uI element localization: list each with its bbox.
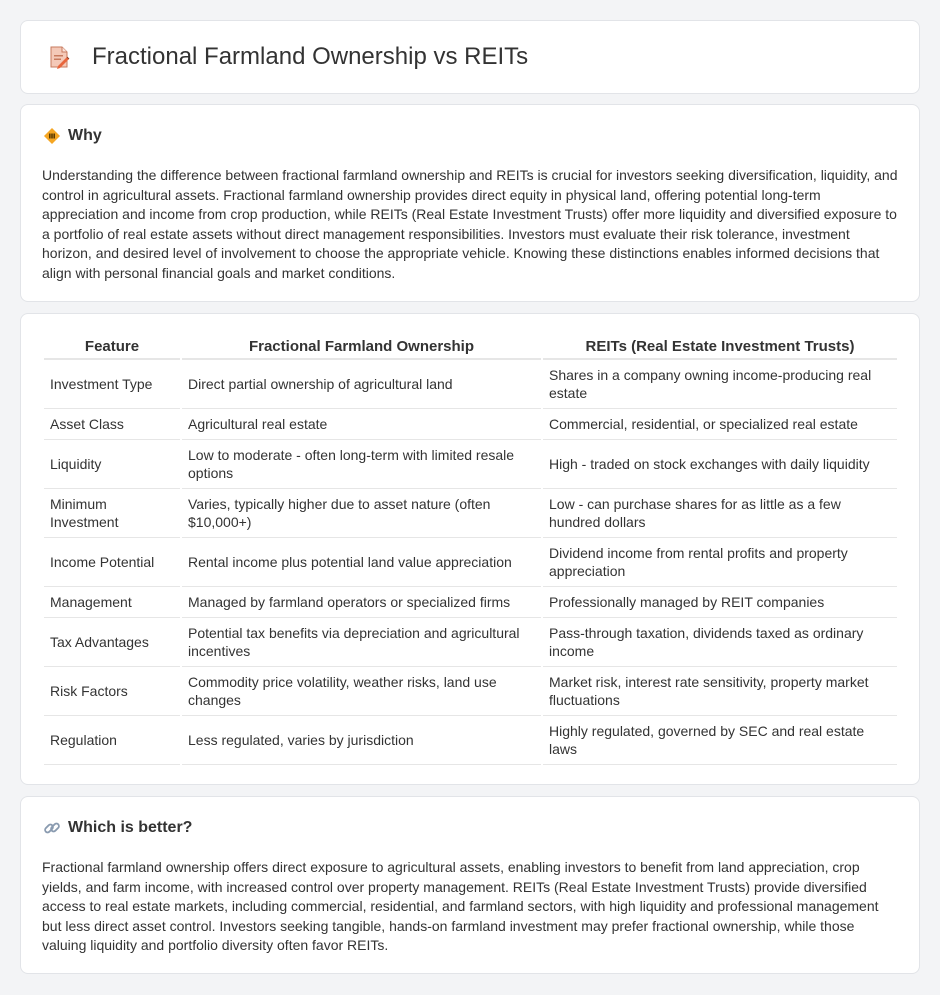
row-feature: Asset Class xyxy=(44,409,180,440)
row-reits: Low - can purchase shares for as little as a few hundred dollars xyxy=(543,489,897,538)
title-card xyxy=(20,20,920,94)
which-better-card xyxy=(20,796,920,974)
row-feature: Regulation xyxy=(44,716,180,765)
title-row xyxy=(46,43,528,71)
table-row xyxy=(44,667,897,716)
table-row xyxy=(44,587,897,618)
better-heading-row xyxy=(43,819,192,837)
row-farmland: Rental income plus potential land value appreciation xyxy=(182,538,541,587)
row-farmland: Low to moderate - often long-term with limited resale options xyxy=(182,440,541,489)
why-heading-row xyxy=(43,127,102,145)
row-farmland: Commodity price volatility, weather risks, land use changes xyxy=(182,667,541,716)
why-heading: Why xyxy=(68,127,102,144)
row-feature: Income Potential xyxy=(44,538,180,587)
row-feature: Tax Advantages xyxy=(44,618,180,667)
row-reits: Highly regulated, governed by SEC and real estate laws xyxy=(543,716,897,765)
better-heading: Which is better? xyxy=(68,819,193,836)
row-feature: Investment Type xyxy=(44,360,180,409)
row-reits: Shares in a company owning income-producing real estate xyxy=(543,360,897,409)
row-farmland: Potential tax benefits via depreciation and agricultural incentives xyxy=(182,618,541,667)
table-row xyxy=(44,538,897,587)
row-feature: Minimum Investment xyxy=(44,489,180,538)
table-row xyxy=(44,489,897,538)
table-row xyxy=(44,360,897,409)
row-reits: Dividend income from rental profits and property appreciation xyxy=(543,538,897,587)
row-farmland: Less regulated, varies by jurisdiction xyxy=(182,716,541,765)
row-reits: Commercial, residential, or specialized real estate xyxy=(543,409,897,440)
link-icon xyxy=(43,819,61,837)
table-row xyxy=(44,440,897,489)
diamond-warning-icon xyxy=(43,127,61,145)
header-reits: REITs (Real Estate Investment Trusts) xyxy=(543,334,897,360)
better-text: Fractional farmland ownership offers direct exposure to agricultural assets, enabling investors to benefit from land appreciation, crop yields, and farm income, with increased control over property management. REITs (Real Estate Investment Trusts) provide diversified access to real estate markets, including commercial, residential, and farmland sectors, with high liquidity and professional management but less direct asset control. Investors seeking tangible, hands-on farmland investment may prefer fractional ownership, while those valuing liquidity and portfolio diversity often favor REITs. xyxy=(42,859,879,953)
row-reits: Professionally managed by REIT companies xyxy=(543,587,897,618)
table-row xyxy=(44,409,897,440)
row-reits: High - traded on stock exchanges with daily liquidity xyxy=(543,440,897,489)
page-title: Fractional Farmland Ownership vs REITs xyxy=(92,43,529,70)
row-farmland: Direct partial ownership of agricultural land xyxy=(182,360,541,409)
row-reits: Pass-through taxation, dividends taxed as ordinary income xyxy=(543,618,897,667)
row-feature: Management xyxy=(44,587,180,618)
header-farmland: Fractional Farmland Ownership xyxy=(182,334,541,360)
header-feature: Feature xyxy=(44,334,180,360)
row-reits: Market risk, interest rate sensitivity, property market fluctuations xyxy=(543,667,897,716)
comparison-card xyxy=(20,313,920,785)
comparison-table xyxy=(42,334,899,765)
table-header-row xyxy=(44,334,897,360)
row-feature: Risk Factors xyxy=(44,667,180,716)
row-farmland: Varies, typically higher due to asset nature (often $10,000+) xyxy=(182,489,541,538)
row-farmland: Agricultural real estate xyxy=(182,409,541,440)
why-card xyxy=(20,104,920,302)
table-row xyxy=(44,716,897,765)
row-feature: Liquidity xyxy=(44,440,180,489)
document-edit-icon xyxy=(46,44,72,70)
why-text: Understanding the difference between fractional farmland ownership and REITs is crucial for investors seeking diversification, liquidity, and control in agricultural assets. Fractional farmland ownership provides direct equity in physical land, offering potential long-term appreciation and income from crop production, while REITs (Real Estate Investment Trusts) offer more liquidity and diversified exposure to a portfolio of real estate assets without direct management responsibilities. Investors must evaluate their risk tolerance, investment horizon, and desired level of involvement to choose the appropriate vehicle. Knowing these distinctions enables informed decisions that align with personal financial goals and market conditions. xyxy=(42,167,898,281)
table-row xyxy=(44,618,897,667)
row-farmland: Managed by farmland operators or specialized firms xyxy=(182,587,541,618)
